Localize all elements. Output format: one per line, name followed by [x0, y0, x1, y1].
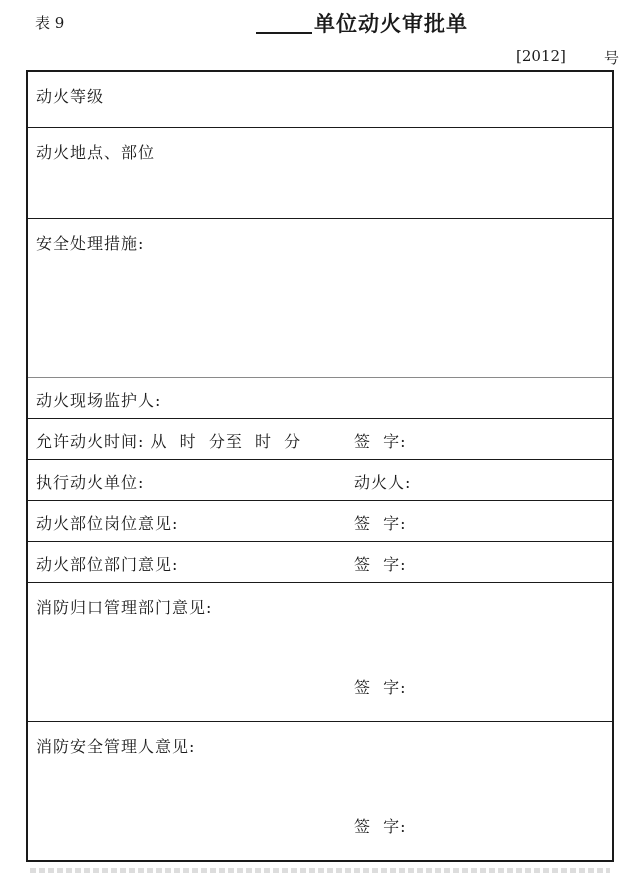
- approval-form-table: [26, 70, 614, 862]
- allowed-time-label: 允许动火时间: 从 时 分至 时 分: [36, 432, 302, 451]
- safety-measures-label: 安全处理措施:: [36, 234, 145, 253]
- fire-location-label: 动火地点、部位: [36, 143, 156, 162]
- row-site-supervisor: [28, 378, 612, 419]
- fire-level-label: 动火等级: [36, 87, 105, 106]
- allowed-time-signature-label: 签 字:: [354, 432, 407, 451]
- row-executing-unit: [28, 460, 612, 501]
- row-department-opinion: [28, 542, 612, 583]
- row-safety-manager-opinion: [28, 722, 612, 860]
- footer-scan-artifact: [30, 868, 610, 873]
- fire-dept-signature-label: 签 字:: [354, 678, 407, 697]
- page-title: 单位动火审批单: [314, 11, 468, 36]
- executing-unit-label: 执行动火单位:: [36, 473, 145, 492]
- row-fire-dept-opinion: [28, 583, 612, 722]
- row-safety-measures: [28, 219, 612, 378]
- department-opinion-label: 动火部位部门意见:: [36, 555, 179, 574]
- safety-manager-signature-label: 签 字:: [354, 817, 407, 836]
- number-suffix: 号: [604, 49, 620, 67]
- row-fire-location: [28, 128, 612, 219]
- row-allowed-time: [28, 419, 612, 460]
- department-signature-label: 签 字:: [354, 555, 407, 574]
- site-supervisor-label: 动火现场监护人:: [36, 391, 162, 410]
- table-label: 表 9: [35, 14, 65, 32]
- title-blank-line: [256, 32, 312, 34]
- row-post-opinion: [28, 501, 612, 542]
- safety-manager-opinion-label: 消防安全管理人意见:: [36, 737, 196, 756]
- row-fire-level: [28, 72, 612, 128]
- fire-dept-opinion-label: 消防归口管理部门意见:: [36, 598, 213, 617]
- operator-label: 动火人:: [354, 473, 412, 492]
- post-signature-label: 签 字:: [354, 514, 407, 533]
- document-number: [2012]: [516, 47, 566, 65]
- post-opinion-label: 动火部位岗位意见:: [36, 514, 179, 533]
